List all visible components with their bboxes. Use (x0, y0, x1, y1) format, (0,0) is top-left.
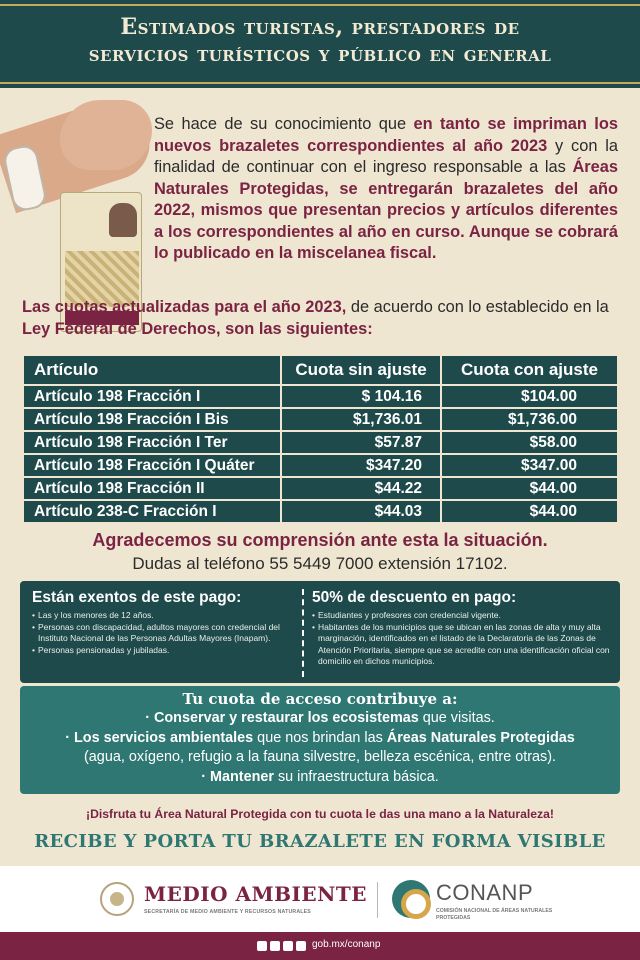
website-link[interactable]: gob.mx/conanp (312, 939, 381, 950)
fees-intro-text: de acuerdo con lo establecido en la (346, 298, 609, 316)
discount-title: 50% de descuento en pago: (312, 589, 517, 606)
header-top-stripe (0, 4, 640, 6)
contribution-title: Tu cuota de acceso contribuye a: (182, 690, 458, 708)
header-banner (0, 0, 640, 88)
intro-text-2: y con la finalidad de continuar con el ingreso responsable a las (154, 136, 619, 176)
card-photo (109, 203, 137, 237)
cell-article: Artículo 198 Fracción I Ter (24, 432, 280, 453)
cell-adjusted: $58.00 (442, 432, 617, 453)
contribution-text-2: que nos brindan las (253, 729, 387, 746)
table-row (24, 386, 617, 407)
contribution-text-1: que visitas. (418, 710, 495, 726)
contribution-text-4: su infraestructura básica. (273, 768, 439, 785)
table-row (24, 409, 617, 430)
contribution-box (20, 686, 620, 794)
fees-table (22, 354, 619, 524)
cell-adjusted: $44.00 (442, 501, 617, 522)
social-icons (257, 941, 306, 951)
intro-bold-1: en tanto se impriman los nuevos brazaletes correspondientes al año 2023 (154, 115, 618, 155)
fees-intro-bold-1: Las cuotas actualizadas para el año 2023, (22, 298, 347, 316)
cell-no-adjust: $1,736.01 (282, 409, 440, 430)
table-row (24, 478, 617, 499)
contribution-line-3: (agua, oxígeno, refugio a la fauna silvestre, belleza escénica, entre otras). (84, 749, 556, 765)
col-header-no-adjust: Cuota sin ajuste (282, 356, 440, 384)
contribution-bold-4: · Mantener (201, 768, 274, 785)
cell-article: Artículo 198 Fracción I Quáter (24, 455, 280, 476)
table-row (24, 432, 617, 453)
logo-separator (377, 882, 378, 918)
col-header-adjusted: Cuota con ajuste (442, 356, 617, 384)
slogan-text: ¡Disfruta tu Área Natural Protegida con tu cuota le das una mano a la Naturaleza! (86, 807, 554, 821)
header-bottom-stripe (0, 82, 640, 84)
cell-adjusted: $1,736.00 (442, 409, 617, 430)
cell-adjusted: $347.00 (442, 455, 617, 476)
page-title (10, 14, 630, 68)
contribution-line-4 (20, 768, 620, 788)
bracelet-illustration (0, 92, 160, 292)
list-item: • Las y los menores de 12 años. (32, 610, 294, 622)
intro-text-1: Se hace de su conocimiento que (154, 115, 414, 133)
medio-ambiente-subtitle: SECRETARÍA DE MEDIO AMBIENTE Y RECURSOS NATURALES (144, 909, 311, 915)
cell-article: Artículo 238-C Fracción I (24, 501, 280, 522)
cell-adjusted: $104.00 (442, 386, 617, 407)
facebook-icon[interactable] (257, 941, 267, 951)
title-line-2: servicios turísticos y público en general (88, 41, 552, 67)
logos-bar (0, 866, 640, 932)
cell-adjusted: $44.00 (442, 478, 617, 499)
cell-no-adjust: $ 104.16 (282, 386, 440, 407)
contribution-line-1 (20, 709, 620, 729)
contact-phone: Dudas al teléfono 55 5449 7000 extensión 17102. (132, 554, 508, 573)
list-item: • Personas con discapacidad, adultos mayores con credencial del Instituto Nacional de las Personas Adultas Mayores (Inapam). (32, 622, 294, 645)
list-item: • Personas pensionadas y jubiladas. (32, 645, 294, 657)
table-row (24, 455, 617, 476)
cell-article: Artículo 198 Fracción II (24, 478, 280, 499)
cell-no-adjust: $44.22 (282, 478, 440, 499)
mexico-seal-icon (100, 882, 134, 916)
contribution-bold-2: · Los servicios ambientales (65, 729, 254, 746)
contribution-bold-3: Áreas Naturales Protegidas (386, 729, 575, 746)
thanks-message: Agradecemos su comprensión ante esta la situación. (92, 530, 548, 550)
cell-article: Artículo 198 Fracción I Bis (24, 409, 280, 430)
twitter-icon[interactable] (270, 941, 280, 951)
conanp-logo: CONANP (436, 880, 534, 905)
conanp-emblem-icon (392, 880, 430, 918)
intro-paragraph (154, 114, 618, 265)
cell-no-adjust: $44.03 (282, 501, 440, 522)
conanp-subtitle: COMISIÓN NACIONAL DE ÁREAS NATURALES PROTEGIDAS (436, 908, 553, 921)
cell-no-adjust: $57.87 (282, 432, 440, 453)
list-item: • Estudiantes y profesores con credencial vigente. (312, 610, 612, 622)
hand-shape (60, 100, 152, 170)
exemptions-box (20, 581, 620, 683)
table-row (24, 501, 617, 522)
table-header-row (24, 356, 617, 384)
cell-no-adjust: $347.20 (282, 455, 440, 476)
exempt-column (32, 589, 294, 656)
discount-column (312, 589, 612, 668)
contribution-bold-1: · Conservar y restaurar los ecosistemas (145, 710, 419, 726)
contribution-line-2 (20, 729, 620, 749)
dashed-divider (302, 589, 304, 677)
fees-intro (22, 296, 622, 340)
footer-bar (0, 932, 640, 960)
youtube-icon[interactable] (296, 941, 306, 951)
intro-bold-2: Áreas Naturales Protegidas, se entregarán brazaletes del año 2022, mismos que presentan precios y artículos diferentes a los correspondientes al año en curso. Aunque se cobrará lo publicado en la miscelanea fiscal. (154, 158, 618, 262)
col-header-article: Artículo (24, 356, 280, 384)
fees-intro-bold-2: Ley Federal de Derechos, son las siguientes: (22, 320, 373, 338)
cell-article: Artículo 198 Fracción I (24, 386, 280, 407)
wristband-notice: RECIBE Y PORTA TU BRAZALETE EN FORMA VISIBLE (34, 831, 606, 852)
instagram-icon[interactable] (283, 941, 293, 951)
title-line-1: Estimados turistas, prestadores de (120, 14, 520, 40)
exempt-title: Están exentos de este pago: (32, 589, 242, 606)
medio-ambiente-logo: MEDIO AMBIENTE (144, 882, 368, 906)
list-item: • Habitantes de los municipios que se ubican en las zonas de alta y muy alta marginación, identificados en el listado de la Declaratoria de las Zonas de Atención Prioritaria, siempre que se acredite con una identificación oficial con domicilio en dichos municipios. (312, 622, 612, 668)
